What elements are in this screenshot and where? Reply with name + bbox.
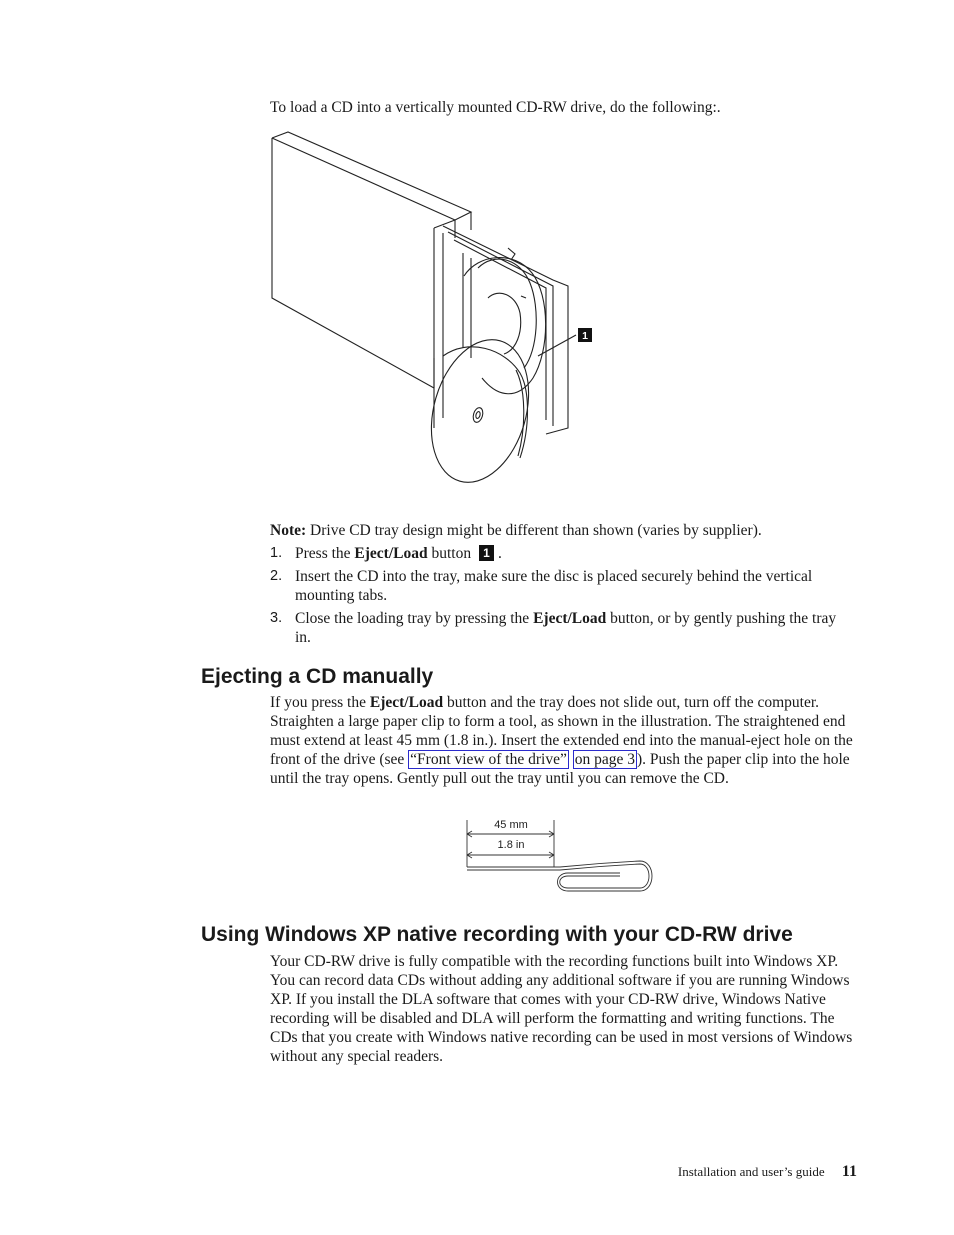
step-button-name: Eject/Load xyxy=(354,545,428,562)
step-text: button, or by gently pushing the tray in. xyxy=(295,610,837,646)
note-text: Drive CD tray design might be different than shown (varies by supplier). xyxy=(310,522,762,539)
note xyxy=(270,521,870,540)
footer-title: Installation and user’s guide xyxy=(677,1164,825,1179)
step-text: Insert the CD into the tray, make sure the disc is placed securely behind the vertical mounting tabs. xyxy=(295,568,813,604)
paragraph-text: button and the tray does not slide out, turn off the computer. Straighten a large paper clip to form a tool, as shown in the illustration. The straightened end must extend at least 45 mm (1.8 in.). Insert the extended end into the manual-eject hole on the front of the drive (see xyxy=(270,694,853,768)
loading-steps xyxy=(270,544,852,651)
cross-reference-page-link[interactable]: on page 3 xyxy=(574,751,635,768)
eject-paragraph xyxy=(270,693,854,788)
step-item xyxy=(270,567,852,605)
cd-drive-illustration xyxy=(268,128,598,488)
note-label: Note: xyxy=(270,522,307,539)
page-number: 11 xyxy=(841,1163,857,1180)
paragraph-text: If you press the xyxy=(270,694,366,711)
windows-paragraph: Your CD-RW drive is fully compatible with the recording functions built into Windows XP. You can record data CDs without adding any additional software if you are running Windows XP. If you install the DLA software that comes with your CD-RW drive, Windows Native recording will be disabled and DLA will perform the formatting and writing functions. The CDs that you create with Windows native recording can be used in most versions of Windows without any special readers. xyxy=(270,953,853,1065)
step-text: . xyxy=(497,545,502,562)
cross-reference-link[interactable]: “Front view of the drive” xyxy=(410,751,567,768)
section-heading-eject: Ejecting a CD manually xyxy=(201,665,434,688)
clip-length-mm: 45 mm xyxy=(494,819,528,831)
step-item xyxy=(270,609,852,647)
page-footer xyxy=(678,1163,857,1181)
step-number: 1. xyxy=(270,545,283,561)
step-number: 2. xyxy=(270,568,283,584)
step-number: 3. xyxy=(270,610,283,626)
paper-clip-illustration xyxy=(460,815,660,897)
callout-badge: 1 xyxy=(479,545,494,561)
clip-length-in: 1.8 in xyxy=(497,839,525,851)
button-name: Eject/Load xyxy=(369,694,444,711)
step-item xyxy=(270,544,852,563)
intro-paragraph: To load a CD into a vertically mounted CD-RW drive, do the following:. xyxy=(270,99,721,116)
figure-callout-1: 1 xyxy=(582,330,588,342)
paragraph-text: ). Push the paper clip into the hole until the tray opens. Gently pull out the tray until you can remove the CD. xyxy=(270,751,850,787)
section-heading-windows-recording: Using Windows XP native recording with your CD-RW drive xyxy=(201,923,793,946)
step-text: button xyxy=(431,545,472,562)
step-button-name: Eject/Load xyxy=(533,610,607,627)
step-text: Close the loading tray by pressing the xyxy=(295,610,530,627)
step-text: Press the xyxy=(295,545,351,562)
